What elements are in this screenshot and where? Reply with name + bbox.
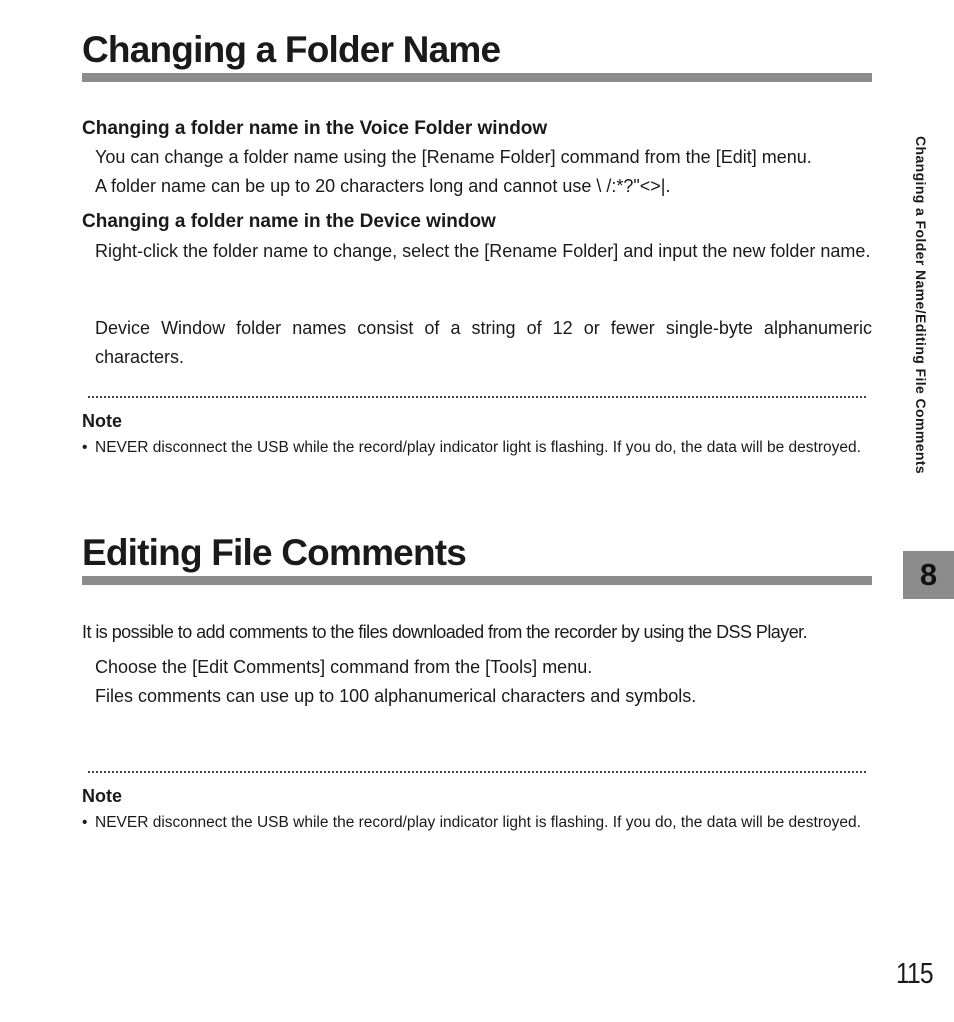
device-window-note-paragraph: Device Window folder names consist of a string of 12 or fewer single-byte alphanumeric characters. [95, 318, 872, 367]
device-window-paragraph: Right-click the folder name to change, select the [Rename Folder] and input the new folder name. [95, 241, 871, 261]
intro-paragraph: It is possible to add comments to the files downloaded from the recorder by using the DSS Player. [82, 622, 808, 642]
dotted-separator [88, 396, 866, 398]
subheading-device-window: Changing a folder name in the Device window [82, 211, 496, 232]
chapter-number: 8 [919, 557, 938, 592]
dotted-separator [88, 771, 866, 773]
note-title: Note [82, 786, 122, 806]
instruction-line: Choose the [Edit Comments] command from the [Tools] menu. [95, 657, 593, 677]
title-rule [82, 73, 872, 82]
instruction-line: A folder name can be up to 20 characters long and cannot use \ /:*?"<>|. [95, 176, 671, 196]
title-rule [82, 576, 872, 585]
note-title: Note [82, 411, 122, 431]
bullet: • [82, 814, 88, 831]
chapter-tab [903, 551, 954, 599]
edit-comments-instructions [95, 653, 696, 711]
note-text: NEVER disconnect the USB while the record/play indicator light is flashing. If you do, the data will be destroyed. [95, 439, 861, 456]
section-title-changing-folder-name: Changing a Folder Name [82, 29, 501, 70]
voice-folder-instructions [95, 143, 812, 201]
instruction-line: You can change a folder name using the [Rename Folder] command from the [Edit] menu. [95, 147, 812, 167]
subheading-voice-folder-window: Changing a folder name in the Voice Folder window [82, 118, 548, 139]
instruction-line: Files comments can use up to 100 alphanumerical characters and symbols. [95, 686, 697, 706]
note-text: NEVER disconnect the USB while the record/play indicator light is flashing. If you do, the data will be destroyed. [95, 814, 861, 831]
bullet: • [82, 439, 88, 456]
side-chapter-label: Changing a Folder Name/Editing File Comments [913, 136, 929, 475]
note-item [82, 435, 872, 461]
page-number: 115 [896, 958, 933, 990]
note-item [82, 810, 872, 836]
section-title-editing-file-comments: Editing File Comments [82, 532, 467, 573]
